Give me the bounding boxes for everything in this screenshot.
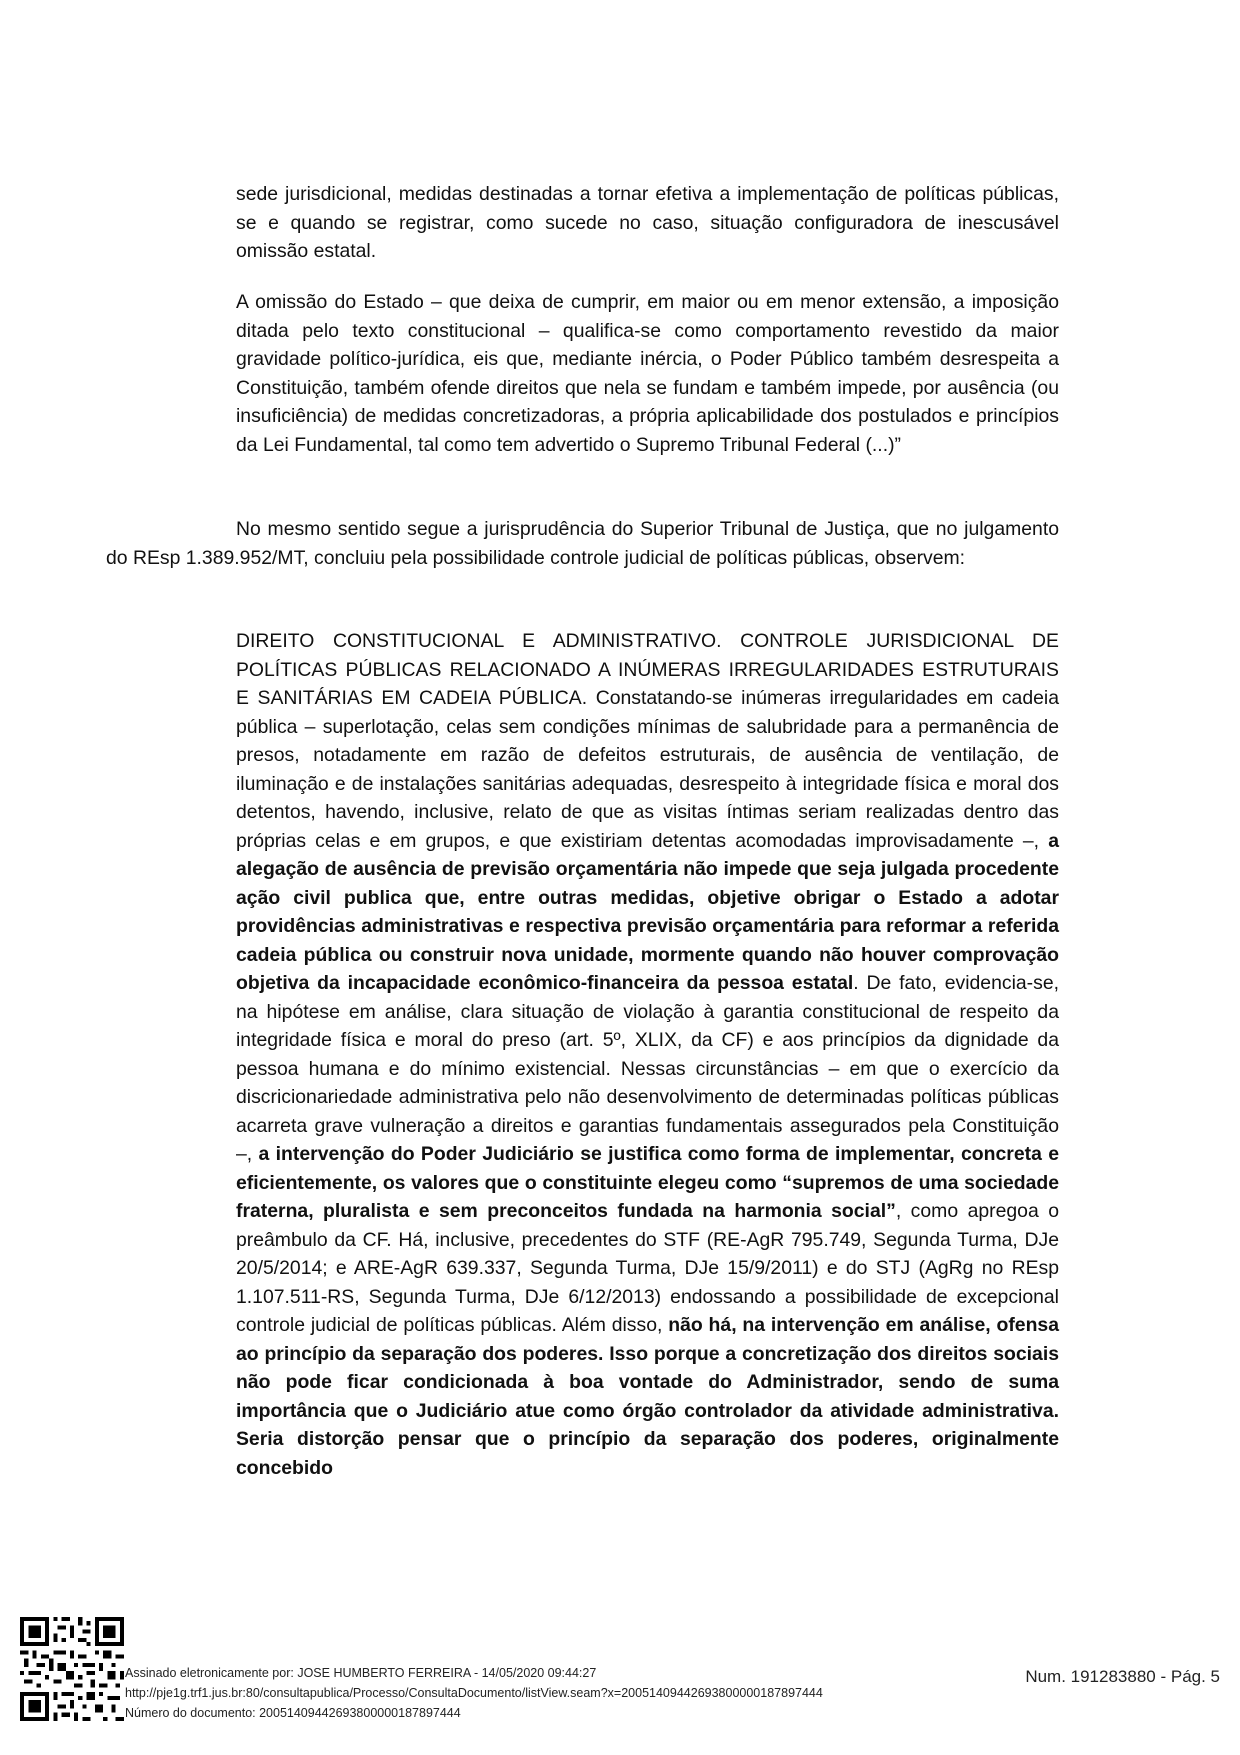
qr-code-icon — [20, 1617, 124, 1721]
ruling-bold-1: a alegação de ausência de previsão orçamentária não impede que seja julgada procedente ação civil publica que, entre outras medidas, objetive obrigar o Estado a adotar providências administrativas e respectiva previsão orçamentária para reformar a referida cadeia pública ou construir nova unidade, mormente quando não houver comprovação objetiva da incapacidade econômico-financeira da pessoa estatal — [236, 829, 1059, 994]
ruling-text-1: DIREITO CONSTITUCIONAL E ADMINISTRATIVO. CONTROLE JURISDICIONAL DE POLÍTICAS PÚBLICAS RELACIONADO A INÚMERAS IRREGULARIDADES ESTRUTURAIS E SANITÁRIAS EM CADEIA PÚBLICA. Constatando-se inúmeras irregularidades em cadeia pública – superlotação, celas sem condições mínimas de salubridade para a permanência de presos, notadamente em razão de defeitos estruturais, de ausência de ventilação, de iluminação e de instalações sanitárias adequadas, desrespeito à integridade física e moral dos detentos, havendo, inclusive, relato de que as visitas íntimas seriam realizadas dentro das próprias celas e em grupos, e que existiriam detentas acomodadas improvisadamente –, — [236, 630, 1059, 852]
ruling-text-2: . De fato, evidencia-se, na hipótese em análise, clara situação de violação à garantia constitucional de respeito da integridade física e moral do preso (art. 5º, XLIX, da CF) e aos princípios da dignidade da pessoa humana e do mínimo existencial. Nessas circunstâncias – em que o exercício da discricionariedade administrativa pelo não desenvolvimento de determinadas políticas públicas acarreta grave vulneração a direitos e garantias fundamentais assegurados pela Constituição –, — [236, 972, 1059, 1165]
ruling-bold-3: não há, na intervenção em análise, ofensa ao princípio da separação dos poderes. Isso porque a concretização dos direitos sociais não pode ficar condicionada à boa vontade do Administrador, sendo de suma importância que o Judiciário atue como órgão controlador da atividade administrativa. Seria distorção pensar que o princípio da separação dos poderes, originalmente concebido — [236, 1314, 1059, 1479]
quote-paragraph-1: sede jurisdicional, medidas destinadas a tornar efetiva a implementação de políticas públicas, se e quando se registrar, como sucede no caso, situação configuradora de inescusável omissão estatal. — [236, 183, 1059, 262]
signed-by-line: Assinado eletronicamente por: JOSE HUMBERTO FERREIRA - 14/05/2020 09:44:27 — [125, 1666, 597, 1680]
signature-footer — [0, 1605, 1240, 1755]
ruling-bold-2: a intervenção do Poder Judiciário se justifica como forma de implementar, concreta e eficientemente, os valores que o constituinte elegeu como “supremos de uma sociedade fraterna, pluralista e sem preconceitos fundada na harmonia social” — [236, 1143, 1059, 1222]
document-url-link[interactable]: http://pje1g.trf1.jus.br:80/consultapublica/Processo/ConsultaDocumento/listView.seam?x=20051409442693800000187897444 — [125, 1686, 823, 1700]
quote-paragraph-3 — [236, 627, 1059, 1482]
page-reference: Num. 191283880 - Pág. 5 — [1025, 1667, 1220, 1686]
quote-paragraph-2: A omissão do Estado – que deixa de cumprir, em maior ou em menor extensão, a imposição ditada pelo texto constitucional – qualifica-se como comportamento revestido da maior gravidade político-jurídica, eis que, mediante inércia, o Poder Público também desrespeita a Constituição, também ofende direitos que nela se fundam e também impede, por ausência (ou insuficiência) de medidas concretizadoras, a própria aplicabilidade dos postulados e princípios da Lei Fundamental, tal como tem advertido o Supremo Tribunal Federal (...)” — [236, 291, 1059, 456]
signature-info — [125, 1663, 823, 1723]
document-number-line: Número do documento: 20051409442693800000187897444 — [125, 1706, 461, 1720]
ruling-text-3: , como apregoa o preâmbulo da CF. Há, inclusive, precedentes do STF (RE-AgR 795.749, Segunda Turma, DJe 20/5/2014; e ARE-AgR 639.337, Segunda Turma, DJe 15/9/2011) e do STJ (AgRg no REsp 1.107.511-RS, Segunda Turma, DJe 6/12/2013) endossando a possibilidade de excepcional controle judicial de políticas públicas. Além disso, — [236, 1200, 1059, 1336]
body-paragraph: No mesmo sentido segue a jurisprudência do Superior Tribunal de Justiça, que no julgamento do REsp 1.389.952/MT, concluiu pela possibilidade controle judicial de políticas públicas, observem: — [106, 518, 1059, 569]
